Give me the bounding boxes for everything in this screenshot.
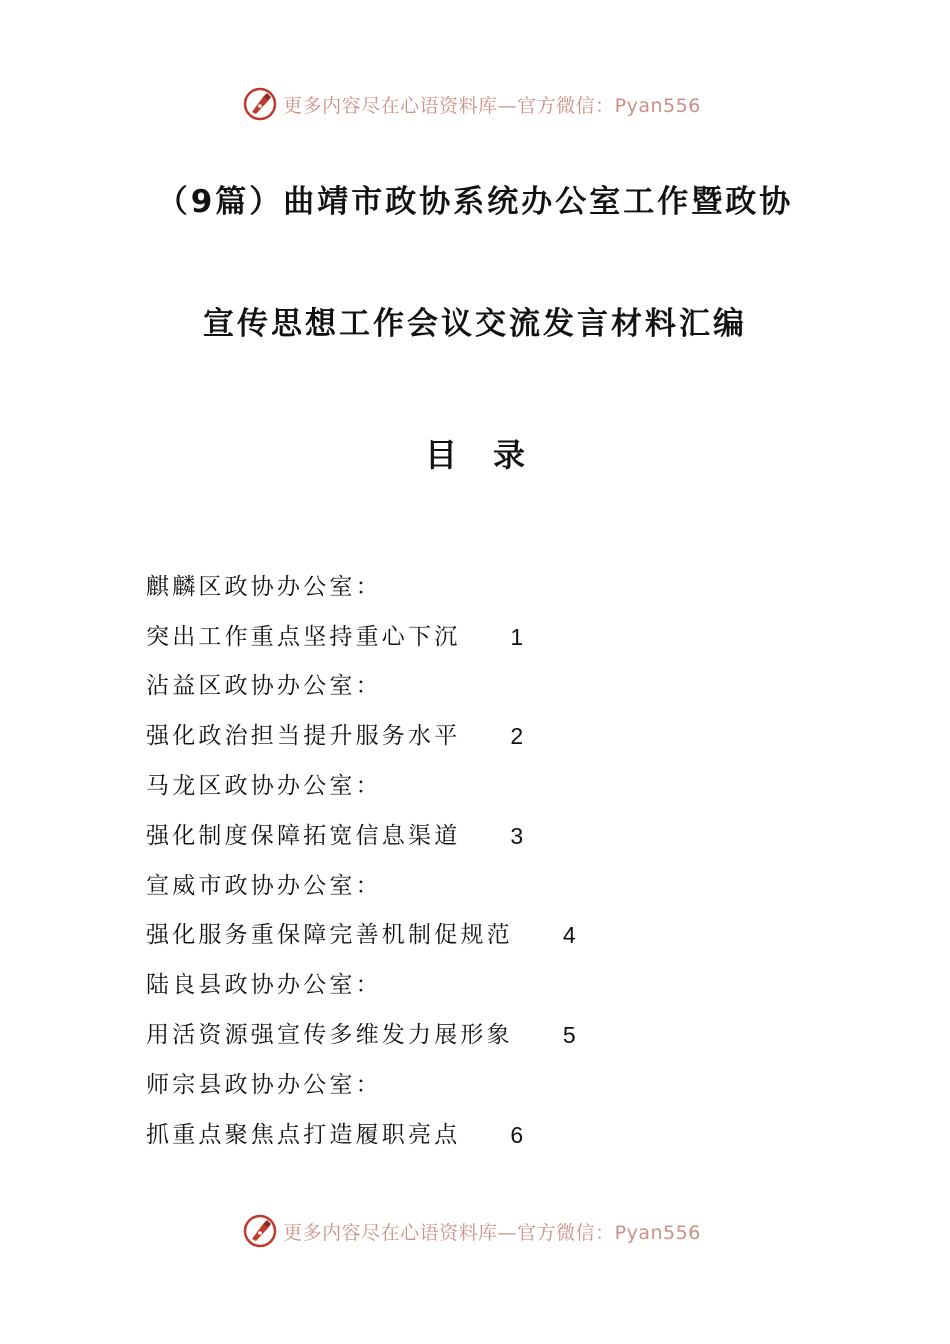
toc-org: 麒麟区政协办公室： bbox=[146, 573, 382, 600]
document-title-line-1: （9篇）曲靖市政协系统办公室工作暨政协 bbox=[156, 184, 794, 220]
toc-entry-page: 1 bbox=[510, 623, 524, 650]
toc-heading: 目录 bbox=[424, 436, 561, 474]
toc-entry[interactable] bbox=[146, 1110, 576, 1160]
document-title-line-2: 宣传思想工作会议交流发言材料汇编 bbox=[203, 306, 747, 342]
toc-entry-title: 突出工作重点坚持重心下沉 bbox=[146, 623, 461, 650]
toc-org: 马龙区政协办公室： bbox=[146, 773, 382, 800]
toc-entry-page: 2 bbox=[510, 723, 524, 750]
toc-entry-page: 5 bbox=[562, 1022, 576, 1049]
watermark-text bbox=[283, 1218, 701, 1245]
toc-entry-title: 强化制度保障拓宽信息渠道 bbox=[146, 822, 461, 849]
toc-entry-title: 强化政治担当提升服务水平 bbox=[146, 723, 461, 750]
watermark-text bbox=[283, 91, 701, 118]
watermark-group bbox=[243, 87, 701, 121]
table-of-contents bbox=[146, 562, 576, 1160]
toc-entry-title: 强化服务重保障完善机制促规范 bbox=[146, 922, 513, 949]
watermark-group bbox=[243, 1214, 701, 1248]
toc-entry[interactable] bbox=[146, 911, 576, 961]
toc-entry-page: 4 bbox=[562, 922, 576, 949]
toc-entry-title: 用活资源强宣传多维发力展形象 bbox=[146, 1022, 513, 1049]
toc-entry[interactable] bbox=[146, 1010, 576, 1060]
toc-org: 宣威市政协办公室： bbox=[146, 872, 382, 899]
toc-entry-page: 6 bbox=[510, 1121, 524, 1148]
pen-nib-logo-icon bbox=[243, 87, 277, 121]
watermark-label: 更多内容尽在心语资料库—官方微信： bbox=[283, 94, 615, 117]
toc-entry[interactable] bbox=[146, 711, 576, 761]
toc-org: 师宗县政协办公室： bbox=[146, 1071, 382, 1098]
toc-org: 陆良县政协办公室： bbox=[146, 972, 382, 999]
toc-entry[interactable] bbox=[146, 612, 576, 662]
toc-entry[interactable] bbox=[146, 811, 576, 861]
footer-watermark bbox=[0, 1211, 950, 1251]
toc-entry-title: 抓重点聚焦点打造履职亮点 bbox=[146, 1121, 461, 1148]
watermark-label: 更多内容尽在心语资料库—官方微信： bbox=[283, 1221, 615, 1244]
watermark-handle: Pyan556 bbox=[614, 94, 701, 117]
toc-org: 沾益区政协办公室： bbox=[146, 673, 382, 700]
toc-entry-page: 3 bbox=[510, 822, 524, 849]
header-watermark bbox=[0, 84, 950, 124]
pen-nib-logo-icon bbox=[243, 1214, 277, 1248]
watermark-handle: Pyan556 bbox=[614, 1221, 701, 1244]
